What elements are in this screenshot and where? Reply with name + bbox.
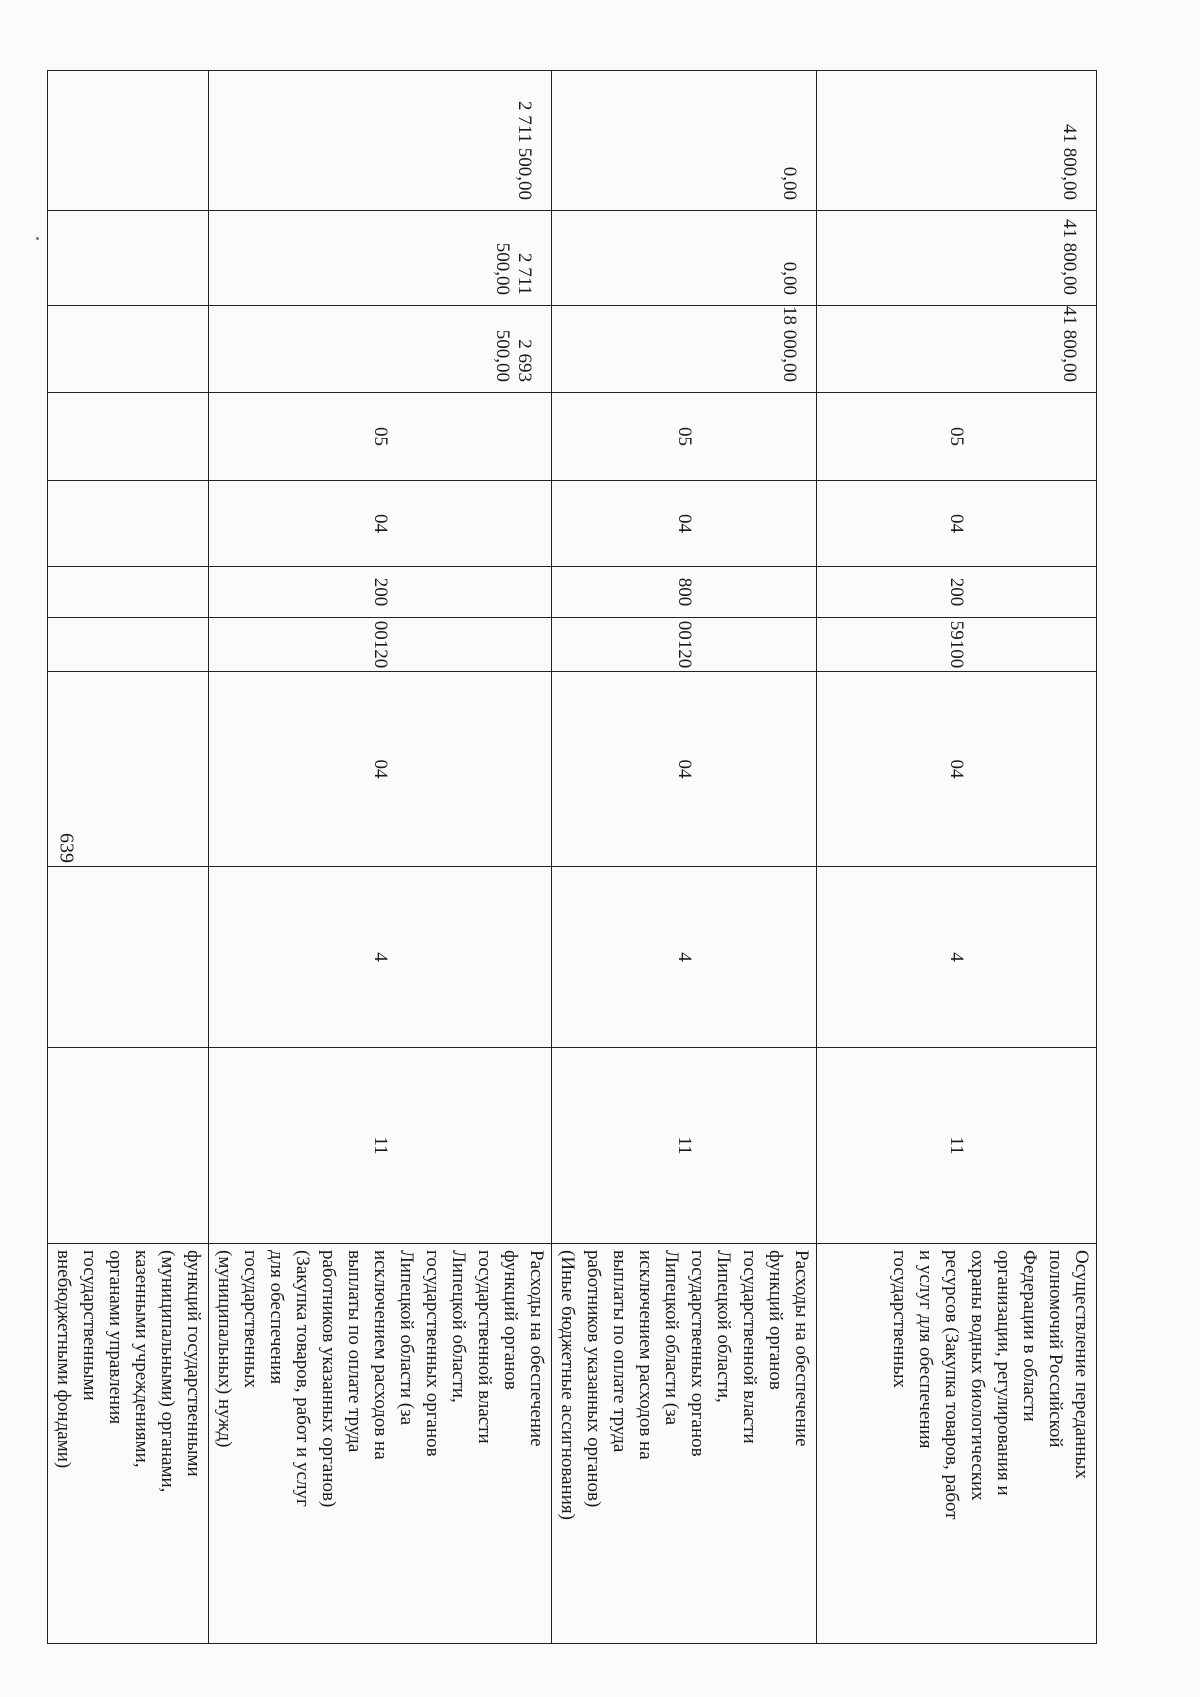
table-row [48, 71, 209, 1644]
code-2-cell [48, 867, 209, 1048]
code-7-cell: 05 [209, 393, 552, 481]
code-5-cell: 800 [552, 567, 817, 618]
amount-2-cell [48, 211, 209, 306]
code-2-cell: 4 [552, 867, 817, 1048]
code-6-cell [48, 481, 209, 567]
table-row [552, 71, 817, 1644]
code-1-cell: 11 [552, 1048, 817, 1244]
amount-3-cell: 41 800,00 [817, 71, 1097, 211]
code-3-cell: 04 [552, 672, 817, 867]
budget-table [47, 70, 1097, 1644]
description-cell: Расходы на обеспечение функций органов государственной власти Липецкой области, государственных органов Липецкой области (за исключением расходов на выплаты по оплате труда работников указанных органов) (Иные бюджетные ассигнования) [552, 1244, 817, 1644]
scan-speck [36, 237, 39, 240]
amount-3-cell: 0,00 [552, 71, 817, 211]
code-4-cell: 59100 [817, 618, 1097, 672]
amount-3-cell: 2 711 500,00 [209, 71, 552, 211]
code-6-cell: 04 [552, 481, 817, 567]
description-cell: Осуществление переданных полномочий Российской Федерации в области организации, регулирования и охраны водных биологических ресурсов (Закупка товаров, работ и услуг для обеспечения государственных [817, 1244, 1097, 1644]
description-cell: Расходы на обеспечение функций органов государственной власти Липецкой области, государственных органов Липецкой области (за исключением расходов на выплаты по оплате труда работников указанных органов) (Закупка товаров, работ и услуг для обеспечения государственных (муниципальных) нужд) [209, 1244, 552, 1644]
amount-2-cell: 2 711 500,00 [209, 211, 552, 306]
amount-2-cell: 0,00 [552, 211, 817, 306]
table-row [209, 71, 552, 1644]
amount-3-cell [48, 71, 209, 211]
code-4-cell [48, 618, 209, 672]
code-4-cell: 00120 [209, 618, 552, 672]
code-3-cell: 04 [817, 672, 1097, 867]
code-7-cell [48, 393, 209, 481]
code-3-cell: 04 [209, 672, 552, 867]
code-7-cell: 05 [552, 393, 817, 481]
amount-1-cell [48, 306, 209, 393]
code-6-cell: 04 [209, 481, 552, 567]
amount-2-cell: 41 800,00 [817, 211, 1097, 306]
code-1-cell [48, 1048, 209, 1244]
code-1-cell: 11 [817, 1048, 1097, 1244]
description-cell: функций государственными (муниципальными) органами, казенными учреждениями, органами управления государственными внебюджетными фондами) [48, 1244, 209, 1644]
amount-1-cell: 2 693 500,00 [209, 306, 552, 393]
code-2-cell: 4 [209, 867, 552, 1048]
code-5-cell [48, 567, 209, 618]
code-4-cell: 00120 [552, 618, 817, 672]
code-3-cell [48, 672, 209, 867]
code-5-cell: 200 [817, 567, 1097, 618]
code-2-cell: 4 [817, 867, 1097, 1048]
code-5-cell: 200 [209, 567, 552, 618]
table-row [817, 71, 1097, 1644]
amount-1-cell: 18 000,00 [552, 306, 817, 393]
code-7-cell: 05 [817, 393, 1097, 481]
code-6-cell: 04 [817, 481, 1097, 567]
amount-1-cell: 41 800,00 [817, 306, 1097, 393]
code-1-cell: 11 [209, 1048, 552, 1244]
page-number: 639 [55, 833, 78, 863]
